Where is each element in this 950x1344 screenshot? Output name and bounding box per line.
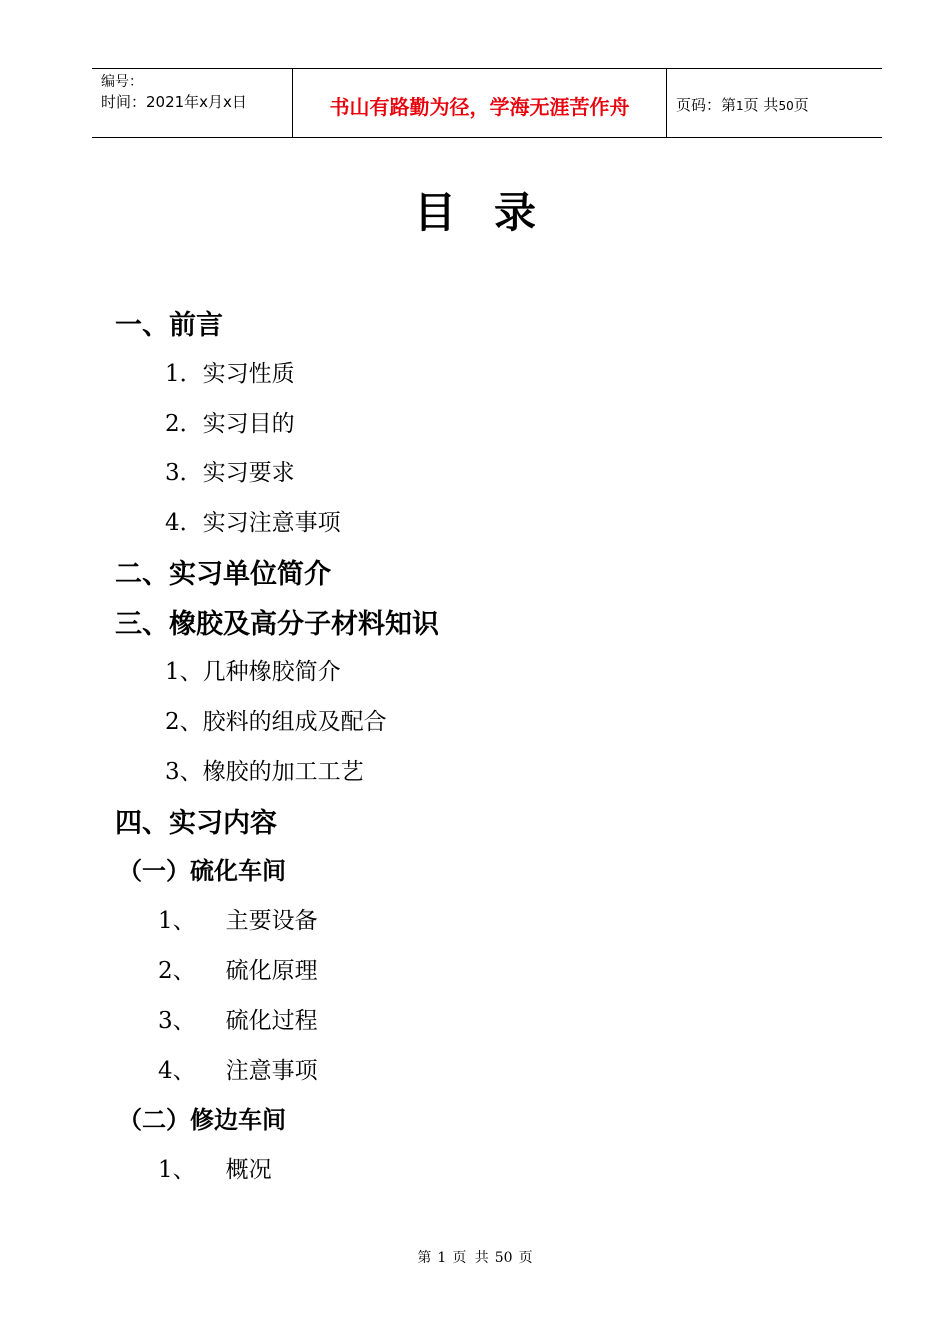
toc-item[interactable] xyxy=(158,952,318,985)
header-motto: 书山有路勤为径，学海无涯苦作舟 xyxy=(329,95,630,119)
toc-item-number: 1、 xyxy=(158,908,196,934)
toc-item-number: 4、 xyxy=(158,1058,196,1084)
toc-item[interactable]: 3、橡胶的加工工艺 xyxy=(165,759,364,785)
page-mid: 页 共 xyxy=(743,96,779,114)
footer-mid: 页 共 xyxy=(452,1250,489,1266)
footer-suffix: 页 xyxy=(518,1250,533,1266)
page-total: 50 xyxy=(778,99,794,113)
toc-heading-preface[interactable]: 一、前言 xyxy=(115,310,223,341)
toc-item[interactable]: 2、胶料的组成及配合 xyxy=(165,709,387,735)
toc-item-text: 概况 xyxy=(225,1157,272,1183)
toc-item[interactable] xyxy=(158,1151,272,1184)
toc-item-text: 硫化原理 xyxy=(225,958,318,984)
page-current: 1 xyxy=(736,99,744,113)
toc-item[interactable] xyxy=(158,902,318,935)
page-header xyxy=(92,68,882,138)
toc-item-number: 2、 xyxy=(158,958,196,984)
toc-item-number: 3、 xyxy=(158,1008,196,1034)
toc-item-text: 硫化过程 xyxy=(225,1008,318,1034)
footer-prefix: 第 xyxy=(417,1250,432,1266)
toc-item[interactable]: 1、几种橡胶简介 xyxy=(165,659,341,685)
serial-label: 编号： xyxy=(101,74,143,90)
toc-item-text: 注意事项 xyxy=(225,1058,318,1084)
toc-item[interactable]: 1．实习性质 xyxy=(165,361,295,387)
toc-item[interactable] xyxy=(158,1052,318,1085)
toc-heading-materials[interactable]: 三、橡胶及高分子材料知识 xyxy=(115,609,439,640)
toc-item[interactable]: 3．实习要求 xyxy=(165,460,295,486)
footer-current: 1 xyxy=(437,1250,447,1266)
toc-subheading-vulcanization[interactable]: （一）硫化车间 xyxy=(118,857,286,885)
header-motto-cell xyxy=(292,69,667,137)
toc-item[interactable]: 4．实习注意事项 xyxy=(165,510,341,536)
toc-item-number: 1、 xyxy=(158,1157,196,1183)
toc-heading-content[interactable]: 四、实习内容 xyxy=(115,808,277,839)
date-label: 时间：2021年x月x日 xyxy=(101,93,247,111)
page-suffix: 页 xyxy=(793,96,809,114)
toc-title: 目录 xyxy=(413,188,574,237)
page-prefix: 页码：第 xyxy=(676,96,737,114)
header-page-info xyxy=(676,94,809,115)
footer-total: 50 xyxy=(494,1250,513,1266)
toc-item[interactable] xyxy=(158,1002,318,1035)
toc-subheading-trimming[interactable]: （二）修边车间 xyxy=(118,1106,286,1134)
header-page-cell xyxy=(666,69,882,137)
toc-item[interactable]: 2．实习目的 xyxy=(165,411,295,437)
toc-heading-company[interactable]: 二、实习单位简介 xyxy=(115,559,331,590)
header-info-cell xyxy=(92,69,292,137)
toc-item-text: 主要设备 xyxy=(225,908,318,934)
page-footer xyxy=(0,1247,950,1267)
